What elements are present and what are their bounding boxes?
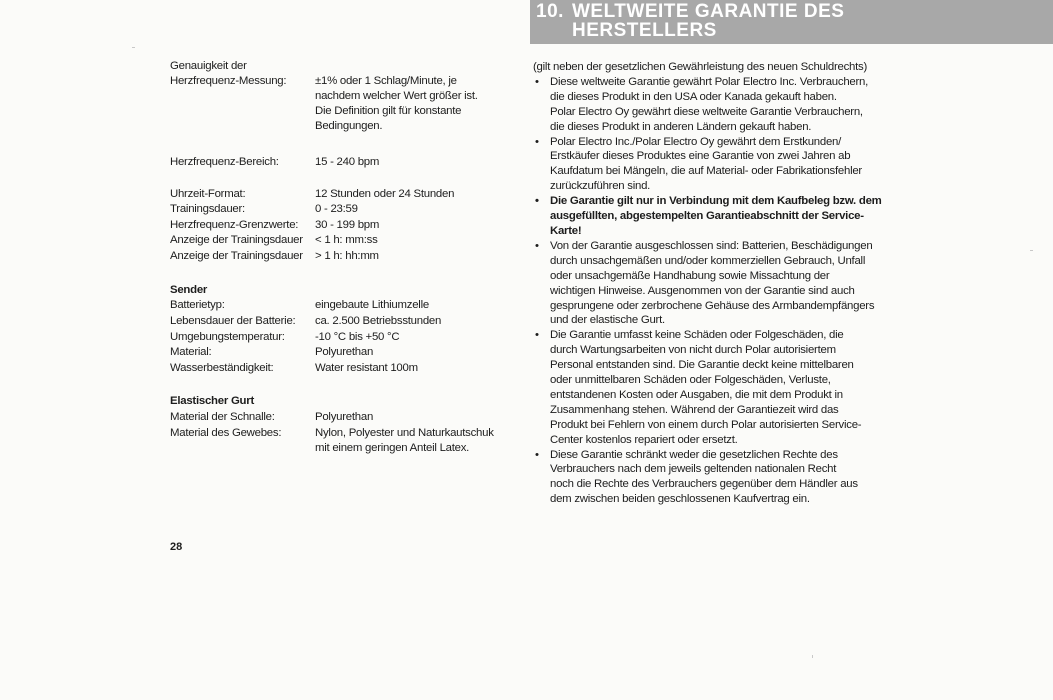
battery-type-label: Batterietyp: bbox=[170, 299, 225, 311]
warranty-item-text: Von der Garantie ausgeschlossen sind: Batterien, Beschädigungen durch unsachgemäßen und/oder kommerziellen Gebrauch, Unfall oder unsachgemäße Handhabung sowie Missachtung der wichtigen Hinweise. Ausgenommen von der Garantie sind auch gesprungene oder zerbrochene Gehäuse des Armbandempfängers und der elastische Gurt. bbox=[550, 239, 875, 327]
warranty-item bbox=[533, 135, 883, 195]
bullet-icon: • bbox=[535, 195, 539, 208]
fabric-material-value: Nylon, Polyester und Naturkautschuk mit einem geringen Anteil Latex. bbox=[315, 427, 494, 454]
warranty-item bbox=[533, 239, 883, 328]
section-number: 10. bbox=[536, 1, 564, 22]
battery-life-label: Lebensdauer der Batterie: bbox=[170, 315, 296, 327]
scan-speck bbox=[812, 655, 813, 658]
section-title-line-2: HERSTELLERS bbox=[572, 20, 717, 41]
bullet-icon: • bbox=[535, 135, 539, 148]
material-value: Polyurethan bbox=[315, 346, 374, 358]
hr-range-label: Herzfrequenz-Bereich: bbox=[170, 156, 279, 168]
water-resistance-value: Water resistant 100m bbox=[315, 362, 418, 374]
warranty-item-text: Polar Electro Inc./Polar Electro Oy gewährt dem Erstkunden/ Erstkäufer dieses Produktes eine Garantie von zwei Jahren ab Kaufdatum bei Mängeln, die auf Material- oder Fabrikationsfehler zurückzuführen sind. bbox=[550, 135, 862, 193]
temperature-label: Umgebungstemperatur: bbox=[170, 331, 285, 343]
warranty-item-text: Die Garantie umfasst keine Schäden oder Folgeschäden, die durch Wartungsarbeiten von nicht durch Polar autorisiertem Personal entstanden sind. Die Garantie deckt keine mittelbaren oder unmittelbaren Schäden oder Folgeschäden, Verluste, entstandenen Kosten oder Ausgaben, die mit dem Produkt in Zusammenhang stehen. Während der Garantiezeit wird das Produkt bei Fehlern von einem durch Polar autorisierten Service- Center kostenlos repariert oder ersetzt. bbox=[550, 329, 862, 446]
warranty-item bbox=[533, 328, 883, 447]
section-title-line-1: WELTWEITE GARANTIE DES bbox=[572, 1, 845, 22]
bullet-icon: • bbox=[535, 329, 539, 342]
water-resistance-label: Wasserbeständigkeit: bbox=[170, 362, 274, 374]
material-label: Material: bbox=[170, 346, 212, 358]
hr-range-value: 15 - 240 bpm bbox=[315, 156, 380, 168]
sender-heading: Sender bbox=[170, 284, 208, 296]
warranty-intro: (gilt neben der gesetzlichen Gewährleistung des neuen Schuldrechts) bbox=[533, 61, 868, 73]
fabric-material-label: Material des Gewebes: bbox=[170, 427, 282, 439]
warranty-section bbox=[533, 60, 883, 507]
warranty-item-important bbox=[533, 194, 883, 239]
warranty-item bbox=[533, 75, 883, 135]
bullet-icon: • bbox=[535, 448, 539, 461]
warranty-item-text: Diese weltweite Garantie gewährt Polar Electro Inc. Verbrauchern, die dieses Produkt in den USA oder Kanada gekauft haben. Polar Electro Oy gewährt diese weltweite Garantie Verbrauchern, die dieses Produkt in anderen Ländern gekauft haben. bbox=[550, 75, 869, 133]
hr-accuracy-label-1: Genauigkeit der bbox=[170, 60, 247, 72]
battery-life-value: ca. 2.500 Betriebsstunden bbox=[315, 315, 442, 327]
display-under-1h-value: < 1 h: mm:ss bbox=[315, 234, 378, 246]
battery-type-value: eingebaute Lithiumzelle bbox=[315, 299, 429, 311]
warranty-list bbox=[533, 75, 883, 507]
training-duration-value: 0 - 23:59 bbox=[315, 203, 358, 215]
display-over-1h-label: Anzeige der Trainingsdauer bbox=[170, 250, 303, 262]
time-format-value: 12 Stunden oder 24 Stunden bbox=[315, 188, 455, 200]
warranty-item-text: Die Garantie gilt nur in Verbindung mit dem Kaufbeleg bzw. dem ausgefüllten, abgestempelten Garantieabschnitt der Service-Karte! bbox=[550, 195, 882, 237]
hr-accuracy-value: ±1% oder 1 Schlag/Minute, je nachdem welcher Wert größer ist. Die Definition gilt für konstante Bedingungen. bbox=[315, 75, 478, 132]
page-number: 28 bbox=[170, 541, 183, 553]
hr-limits-label: Herzfrequenz-Grenzwerte: bbox=[170, 219, 299, 231]
warranty-item bbox=[533, 448, 883, 508]
display-over-1h-value: > 1 h: hh:mm bbox=[315, 250, 379, 262]
training-duration-label: Trainingsdauer: bbox=[170, 203, 245, 215]
hr-accuracy-label-2: Herzfrequenz-Messung: bbox=[170, 75, 287, 87]
scan-speck bbox=[1030, 250, 1033, 251]
display-under-1h-label: Anzeige der Trainingsdauer bbox=[170, 234, 303, 246]
buckle-material-value: Polyurethan bbox=[315, 411, 374, 423]
section-header bbox=[530, 0, 1053, 44]
bullet-icon: • bbox=[535, 75, 539, 88]
temperature-value: -10 °C bis +50 °C bbox=[315, 331, 400, 343]
time-format-label: Uhrzeit-Format: bbox=[170, 188, 246, 200]
strap-heading: Elastischer Gurt bbox=[170, 395, 254, 407]
bullet-icon: • bbox=[535, 239, 539, 252]
buckle-material-label: Material der Schnalle: bbox=[170, 411, 275, 423]
warranty-item-text: Diese Garantie schränkt weder die gesetzlichen Rechte des Verbrauchers nach dem jeweils geltenden nationalen Recht noch die Rechte des Verbrauchers gegenüber dem Händler aus dem zwischen beiden geschlossenen Kaufvertrag ein. bbox=[550, 448, 858, 506]
scan-speck bbox=[132, 47, 135, 48]
hr-limits-value: 30 - 199 bpm bbox=[315, 219, 380, 231]
